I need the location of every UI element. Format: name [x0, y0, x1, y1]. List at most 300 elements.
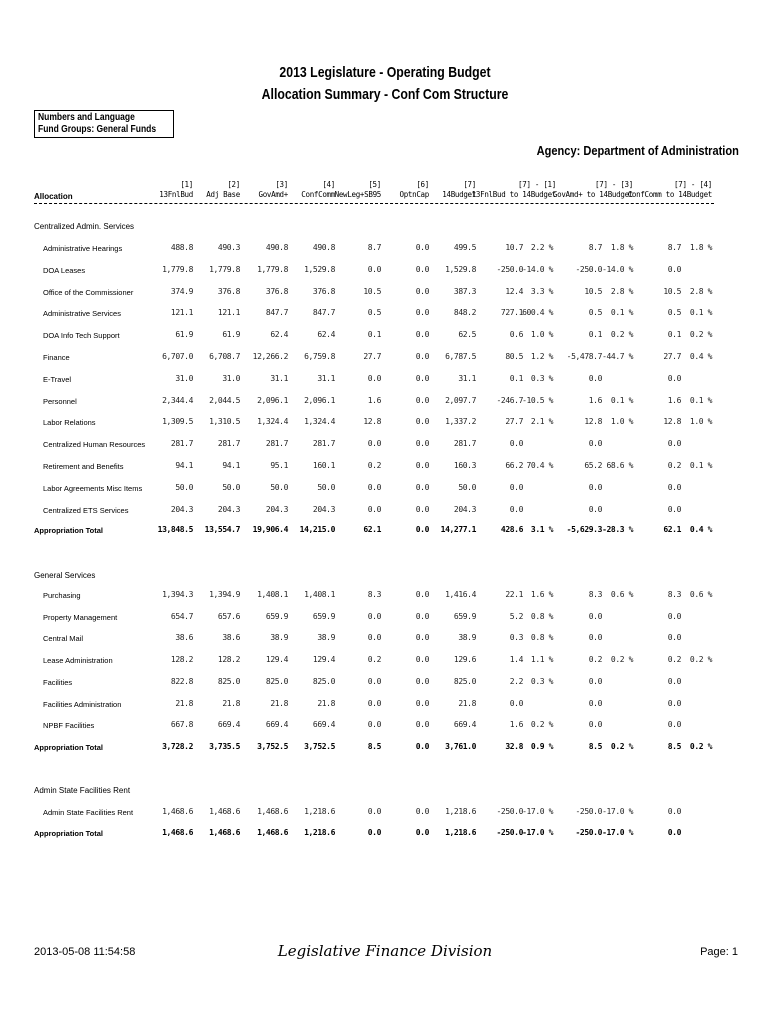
section-title: General Services: [34, 571, 96, 580]
cell-c6: 0.0: [415, 633, 429, 643]
row-label: Labor Relations: [43, 418, 96, 428]
cell-c6: 0.0: [415, 676, 429, 686]
column-header: [335, 180, 381, 200]
appropriation-total-label: Appropriation Total: [34, 829, 104, 838]
cell-p1: 0.8 %: [530, 633, 553, 643]
cell-c4: 847.7: [312, 308, 335, 318]
cell-d4: 0.0: [667, 482, 681, 492]
cell-c5: 0.5: [367, 308, 381, 318]
cell-c4: 1,324.4: [304, 417, 335, 427]
row-label: DOA Leases: [43, 265, 86, 275]
total-cell-d4: 62.1: [663, 525, 681, 534]
cell-c6: 0.0: [415, 308, 429, 318]
cell-c7: 50.0: [458, 482, 476, 492]
cell-d1: 5.2: [509, 611, 523, 621]
cell-d1: 22.1: [505, 590, 523, 599]
cell-c7: 1,337.2: [445, 417, 476, 427]
column-name: 14Budget: [442, 190, 476, 199]
cell-d1: 0.6: [509, 330, 523, 340]
cell-p4: 0.2 %: [689, 330, 712, 340]
cell-d3: 8.3: [588, 590, 602, 599]
cell-c6: 0.0: [415, 243, 429, 252]
cell-c7: 659.9: [453, 611, 476, 621]
agency-label: Agency: Department of Administration: [536, 143, 739, 158]
cell-c2: 204.3: [217, 504, 240, 514]
cell-c4: 2,096.1: [304, 395, 335, 405]
column-name: NewLeg+SB95: [334, 190, 381, 199]
cell-c4: 1,218.6: [304, 807, 335, 816]
total-cell-c1: 13,848.5: [157, 525, 193, 534]
cell-c7: 499.5: [453, 243, 476, 252]
cell-c2: 490.3: [217, 243, 240, 252]
appropriation-total-label: Appropriation Total: [34, 526, 104, 535]
total-cell-c6: 0.0: [415, 828, 429, 837]
cell-p4: 0.1 %: [689, 395, 712, 405]
cell-c3: 38.9: [270, 633, 288, 643]
cell-c7: 1,218.6: [445, 807, 476, 816]
cell-c1: 1,468.6: [162, 807, 193, 816]
cell-p1: 0.2 %: [530, 720, 553, 730]
cell-c1: 654.7: [170, 611, 193, 621]
cell-c4: 281.7: [312, 439, 335, 449]
cell-p1: 70.4 %: [526, 461, 553, 470]
cell-c6: 0.0: [415, 504, 429, 514]
cell-p4: 1.8 %: [689, 243, 712, 252]
fund-box-line1: Numbers and Language: [38, 112, 135, 123]
cell-c3: 204.3: [265, 504, 288, 514]
cell-c4: 376.8: [312, 286, 335, 296]
cell-c5: 1.6: [367, 395, 381, 405]
cell-p3: 0.6 %: [610, 590, 633, 599]
cell-c6: 0.0: [415, 264, 429, 274]
cell-d1: 0.0: [509, 482, 523, 492]
cell-p1: -10.5 %: [522, 395, 553, 405]
cell-c5: 0.0: [367, 611, 381, 621]
cell-d3: 0.0: [588, 698, 602, 708]
cell-c1: 204.3: [170, 504, 193, 514]
column-number: [5]: [368, 180, 381, 189]
column-header: [206, 180, 240, 200]
cell-d3: -250.0: [575, 807, 602, 816]
cell-c7: 160.3: [453, 461, 476, 470]
column-header: [553, 180, 633, 200]
row-label: Administrative Hearings: [43, 244, 123, 253]
column-name: GovAmd+: [258, 190, 288, 199]
cell-p1: 600.4 %: [522, 308, 553, 318]
column-name: ConfComm: [301, 190, 335, 199]
total-cell-d4: 0.0: [667, 828, 681, 837]
total-cell-p4: 0.2 %: [689, 742, 712, 751]
cell-c1: 121.1: [170, 308, 193, 318]
cell-c2: 38.6: [222, 633, 240, 643]
cell-c1: 128.2: [170, 655, 193, 665]
total-cell-c3: 1,468.6: [257, 828, 288, 837]
total-cell-d1: 428.6: [500, 525, 523, 534]
cell-c6: 0.0: [415, 720, 429, 730]
cell-c5: 10.5: [363, 286, 381, 296]
cell-d4: 0.0: [667, 611, 681, 621]
row-label: E-Travel: [43, 374, 72, 384]
cell-p1: 1.2 %: [530, 352, 553, 361]
cell-d4: 8.3: [667, 590, 681, 599]
cell-d1: 80.5: [505, 352, 523, 361]
cell-d3: 0.5: [588, 308, 602, 318]
column-header: [472, 180, 556, 200]
cell-d1: 12.4: [505, 286, 523, 296]
cell-c2: 21.8: [222, 698, 240, 708]
cell-d4: 0.0: [667, 504, 681, 514]
total-cell-c5: 8.5: [367, 742, 381, 751]
cell-c6: 0.0: [415, 286, 429, 296]
cell-p3: 1.0 %: [610, 417, 633, 427]
total-cell-c1: 1,468.6: [162, 828, 193, 837]
cell-d4: 0.0: [667, 807, 681, 816]
cell-c7: 669.4: [453, 720, 476, 730]
cell-c7: 6,787.5: [445, 352, 476, 361]
cell-p3: 0.2 %: [610, 655, 633, 665]
cell-c1: 1,779.8: [162, 264, 193, 274]
cell-c5: 8.7: [367, 243, 381, 252]
cell-c5: 0.0: [367, 676, 381, 686]
total-cell-c6: 0.0: [415, 525, 429, 534]
total-cell-c2: 3,735.5: [209, 742, 240, 751]
cell-d4: 8.7: [667, 243, 681, 252]
cell-p3: 0.2 %: [610, 330, 633, 340]
column-number: [4]: [322, 180, 335, 189]
cell-d1: 2.2: [509, 676, 523, 686]
cell-c3: 95.1: [270, 461, 288, 470]
row-label: Lease Administration: [43, 656, 113, 666]
cell-c4: 21.8: [317, 698, 335, 708]
cell-c7: 1,416.4: [445, 590, 476, 599]
cell-c5: 0.0: [367, 633, 381, 643]
total-cell-d4: 8.5: [667, 742, 681, 751]
cell-c6: 0.0: [415, 698, 429, 708]
section-title: Centralized Admin. Services: [34, 222, 135, 231]
cell-d4: 0.0: [667, 720, 681, 730]
cell-c5: 0.0: [367, 264, 381, 274]
cell-c6: 0.0: [415, 655, 429, 665]
cell-c3: 62.4: [270, 330, 288, 340]
cell-c6: 0.0: [415, 417, 429, 427]
column-number: [7] - [4]: [674, 180, 712, 189]
total-cell-d3: 8.5: [588, 742, 602, 751]
total-cell-d1: 32.8: [505, 742, 523, 751]
cell-d1: 0.0: [509, 698, 523, 708]
cell-d3: 0.0: [588, 482, 602, 492]
cell-c2: 2,044.5: [209, 395, 240, 405]
cell-c6: 0.0: [415, 611, 429, 621]
row-label: Office of the Commissioner: [43, 287, 134, 297]
cell-c3: 12,266.2: [252, 352, 288, 361]
cell-p1: 0.8 %: [530, 611, 553, 621]
cell-c6: 0.0: [415, 461, 429, 470]
cell-d4: 0.1: [667, 330, 681, 340]
cell-d3: -250.0: [575, 264, 602, 274]
cell-p4: 1.0 %: [689, 417, 712, 427]
total-cell-c3: 19,906.4: [252, 525, 288, 534]
cell-c6: 0.0: [415, 373, 429, 383]
cell-c3: 1,324.4: [257, 417, 288, 427]
footer-timestamp: 2013-05-08 11:54:58: [34, 946, 136, 958]
cell-c5: 0.0: [367, 373, 381, 383]
cell-d1: -250.0: [496, 807, 523, 816]
footer-division: Legislative Finance Division: [277, 942, 493, 960]
cell-p4: 0.6 %: [689, 590, 712, 599]
cell-c5: 8.3: [367, 590, 381, 599]
cell-d3: 0.0: [588, 720, 602, 730]
cell-c2: 1,779.8: [209, 264, 240, 274]
allocation-header: Allocation: [34, 192, 73, 201]
total-cell-c3: 3,752.5: [257, 742, 288, 751]
cell-d4: 0.0: [667, 439, 681, 449]
cell-c2: 376.8: [217, 286, 240, 296]
cell-c7: 21.8: [458, 698, 476, 708]
cell-c4: 38.9: [317, 633, 335, 643]
column-number: [3]: [275, 180, 288, 189]
fund-group-box: [34, 110, 174, 138]
cell-d4: 0.0: [667, 676, 681, 686]
cell-c1: 281.7: [170, 439, 193, 449]
cell-c6: 0.0: [415, 395, 429, 405]
cell-c2: 281.7: [217, 439, 240, 449]
total-cell-c7: 1,218.6: [445, 828, 476, 837]
cell-c1: 374.9: [170, 286, 193, 296]
cell-c2: 1,468.6: [209, 807, 240, 816]
cell-c5: 0.1: [367, 330, 381, 340]
row-label: Centralized ETS Services: [43, 505, 129, 515]
cell-c4: 490.8: [312, 243, 335, 252]
total-cell-c7: 14,277.1: [440, 525, 476, 534]
column-name: ConfComm to 14Budget: [627, 190, 712, 199]
column-name: 13FnlBud to 14Budget: [471, 190, 556, 199]
cell-c7: 281.7: [453, 439, 476, 449]
row-label: Labor Agreements Misc Items: [43, 483, 143, 493]
cell-c3: 50.0: [270, 482, 288, 492]
cell-c1: 1,309.5: [162, 417, 193, 427]
total-cell-d3: -5,629.3: [566, 525, 602, 534]
total-cell-c5: 62.1: [363, 525, 381, 534]
cell-d4: 0.0: [667, 633, 681, 643]
column-header: [399, 180, 429, 200]
cell-c4: 1,529.8: [304, 264, 335, 274]
cell-p3: -17.0 %: [602, 807, 633, 816]
column-number: [1]: [180, 180, 193, 189]
cell-d1: 1.6: [509, 720, 523, 730]
cell-c7: 129.6: [453, 655, 476, 665]
cell-d3: 0.1: [588, 330, 602, 340]
cell-d4: 0.0: [667, 264, 681, 274]
cell-p1: -17.0 %: [522, 807, 553, 816]
cell-d1: 727.1: [500, 308, 523, 318]
cell-c5: 0.0: [367, 807, 381, 816]
total-cell-c4: 14,215.0: [299, 525, 335, 534]
cell-c4: 31.1: [317, 373, 335, 383]
cell-c6: 0.0: [415, 330, 429, 340]
cell-c2: 669.4: [217, 720, 240, 730]
cell-p1: -14.0 %: [522, 264, 553, 274]
cell-d1: 0.1: [509, 373, 523, 383]
cell-c2: 61.9: [222, 330, 240, 340]
cell-d3: 0.0: [588, 611, 602, 621]
cell-p3: 0.1 %: [610, 308, 633, 318]
cell-c5: 0.0: [367, 698, 381, 708]
cell-d3: 0.0: [588, 676, 602, 686]
cell-c3: 21.8: [270, 698, 288, 708]
total-cell-p1: -17.0 %: [522, 828, 553, 837]
cell-c7: 38.9: [458, 633, 476, 643]
cell-c2: 31.0: [222, 373, 240, 383]
cell-p3: -44.7 %: [602, 352, 633, 361]
cell-c7: 62.5: [458, 330, 476, 340]
total-cell-d1: -250.0: [496, 828, 523, 837]
report-title-line1: 2013 Legislature - Operating Budget: [279, 64, 491, 81]
total-cell-p1: 3.1 %: [530, 525, 553, 534]
cell-c2: 657.6: [217, 611, 240, 621]
cell-d1: -246.7: [496, 395, 523, 405]
cell-c6: 0.0: [415, 439, 429, 449]
cell-d3: 0.0: [588, 439, 602, 449]
cell-c5: 0.0: [367, 439, 381, 449]
total-cell-p1: 0.9 %: [530, 742, 553, 751]
column-header: [159, 180, 193, 200]
column-number: [2]: [227, 180, 240, 189]
cell-p3: 2.8 %: [610, 286, 633, 296]
total-cell-p3: -28.3 %: [602, 525, 633, 534]
column-number: [7] - [1]: [518, 180, 556, 189]
cell-p1: 0.3 %: [530, 676, 553, 686]
total-cell-p3: -17.0 %: [602, 828, 633, 837]
column-header: [628, 180, 712, 200]
cell-d1: 66.2: [505, 461, 523, 470]
cell-c2: 1,310.5: [209, 417, 240, 427]
row-label: DOA Info Tech Support: [43, 331, 120, 341]
cell-p3: -14.0 %: [602, 264, 633, 274]
cell-d1: 0.3: [509, 633, 523, 643]
cell-c6: 0.0: [415, 807, 429, 816]
footer-page-number: Page: 1: [700, 946, 738, 958]
cell-c2: 825.0: [217, 676, 240, 686]
row-label: Finance: [43, 353, 70, 362]
cell-c4: 659.9: [312, 611, 335, 621]
row-label: NPBF Facilities: [43, 721, 95, 731]
row-label: Property Management: [43, 612, 118, 622]
cell-d1: 0.0: [509, 504, 523, 514]
cell-c4: 825.0: [312, 676, 335, 686]
cell-c4: 6,759.8: [304, 352, 335, 361]
column-name: Adj Base: [206, 190, 240, 199]
cell-c1: 31.0: [175, 373, 193, 383]
cell-c4: 62.4: [317, 330, 335, 340]
cell-c1: 61.9: [175, 330, 193, 340]
cell-c3: 1,779.8: [257, 264, 288, 274]
column-header: [258, 180, 288, 200]
cell-d3: 0.0: [588, 504, 602, 514]
section-title: Admin State Facilities Rent: [34, 786, 131, 795]
cell-c2: 1,394.9: [209, 590, 240, 599]
column-name: GovAmd+ to 14Budget: [552, 190, 633, 199]
total-cell-p4: 0.4 %: [689, 525, 712, 534]
cell-c7: 387.3: [453, 286, 476, 296]
cell-p4: 0.2 %: [689, 655, 712, 665]
cell-d4: 1.6: [667, 395, 681, 405]
total-cell-c4: 1,218.6: [304, 828, 335, 837]
cell-d3: 0.2: [588, 655, 602, 665]
cell-c3: 1,408.1: [257, 590, 288, 599]
cell-c2: 50.0: [222, 482, 240, 492]
cell-d1: -250.0: [496, 264, 523, 274]
cell-d3: 8.7: [588, 243, 602, 252]
cell-c1: 822.8: [170, 676, 193, 686]
cell-c2: 128.2: [217, 655, 240, 665]
total-cell-c2: 13,554.7: [204, 525, 240, 534]
column-header: [301, 180, 335, 200]
cell-p1: 3.3 %: [530, 286, 553, 296]
cell-p1: 1.1 %: [530, 655, 553, 665]
column-name: OptnCap: [399, 190, 429, 199]
cell-c5: 0.0: [367, 720, 381, 730]
cell-c1: 488.8: [170, 243, 193, 252]
total-cell-p3: 0.2 %: [610, 742, 633, 751]
column-number: [7] - [3]: [595, 180, 633, 189]
cell-d3: -5,478.7: [566, 352, 602, 361]
cell-c7: 31.1: [458, 373, 476, 383]
total-cell-d3: -250.0: [575, 828, 602, 837]
total-cell-c6: 0.0: [415, 742, 429, 751]
cell-c5: 27.7: [363, 352, 381, 361]
cell-p1: 2.2 %: [530, 243, 553, 252]
cell-c7: 2,097.7: [445, 395, 476, 405]
cell-c7: 204.3: [453, 504, 476, 514]
cell-p4: 0.1 %: [689, 308, 712, 318]
column-name: 13FnlBud: [159, 190, 193, 199]
cell-c3: 659.9: [265, 611, 288, 621]
row-label: Purchasing: [43, 591, 81, 600]
cell-c3: 669.4: [265, 720, 288, 730]
cell-p3: 68.6 %: [606, 461, 633, 470]
cell-c5: 0.0: [367, 504, 381, 514]
cell-c6: 0.0: [415, 482, 429, 492]
cell-c3: 825.0: [265, 676, 288, 686]
cell-c7: 1,529.8: [445, 264, 476, 274]
cell-c4: 160.1: [312, 461, 335, 470]
column-number: [6]: [416, 180, 429, 189]
row-label: Centralized Human Resources: [43, 440, 146, 450]
total-cell-c7: 3,761.0: [445, 742, 476, 751]
cell-d4: 0.2: [667, 461, 681, 470]
cell-c1: 94.1: [175, 461, 193, 470]
row-label: Facilities: [43, 677, 73, 687]
cell-d3: 1.6: [588, 395, 602, 405]
cell-d4: 0.0: [667, 373, 681, 383]
cell-c3: 490.8: [265, 243, 288, 252]
cell-c2: 94.1: [222, 461, 240, 470]
row-label: Central Mail: [43, 634, 84, 644]
total-cell-c4: 3,752.5: [304, 742, 335, 751]
cell-c4: 1,408.1: [304, 590, 335, 599]
cell-d1: 1.4: [509, 655, 523, 665]
report-title-line2: Allocation Summary - Conf Com Structure: [261, 86, 509, 103]
total-cell-c1: 3,728.2: [162, 742, 193, 751]
cell-d4: 12.8: [663, 417, 681, 427]
appropriation-total-label: Appropriation Total: [34, 743, 104, 752]
cell-c3: 376.8: [265, 286, 288, 296]
cell-c3: 129.4: [265, 655, 288, 665]
cell-d3: 0.0: [588, 373, 602, 383]
total-cell-c5: 0.0: [367, 828, 381, 837]
cell-p1: 1.6 %: [530, 590, 553, 599]
cell-c3: 847.7: [265, 308, 288, 318]
